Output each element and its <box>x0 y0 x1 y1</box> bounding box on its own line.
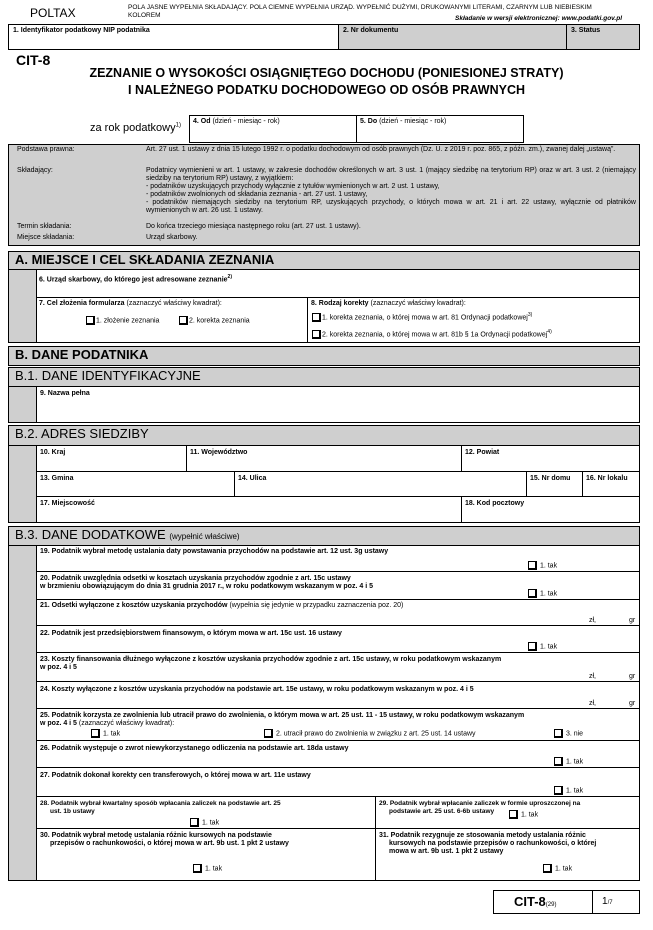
q20-row <box>36 571 640 600</box>
gr-unit: gr <box>629 700 636 707</box>
checkbox-icon[interactable] <box>264 729 273 738</box>
q19-yes-option[interactable]: 1. tak <box>528 561 557 570</box>
q21-amount-field[interactable] <box>36 599 640 626</box>
info-label-place: Miejsce składania: <box>17 234 75 241</box>
purpose-label: 7. Cel złożenia formularza (zaznaczyć właściwy kwadrat): <box>39 300 222 307</box>
q25-label-line2: w poz. 4 i 5 (zaznaczyć właściwy kwadrat): <box>40 720 175 727</box>
checkbox-icon[interactable] <box>179 316 188 325</box>
footer-page-number: 1/7 <box>602 896 613 907</box>
fill-instruction: POLA JASNE WYPEŁNIA SKŁADAJĄCY. POLA CIEMNE WYPEŁNIA URZĄD. WYPEŁNIĆ DUŻYMI, DRUKOWANYMI LITERAMI, CZARNYM LUB NIEBIESKIM KOLOREM <box>128 4 592 19</box>
checkbox-icon[interactable] <box>509 810 518 819</box>
voivodeship-field[interactable] <box>186 445 462 472</box>
q27-label: 27. Podatnik dokonał korekty cen transferowych, o której mowa w art. 11e ustawy <box>40 772 311 779</box>
q19-label: 19. Podatnik wybrał metodę ustalania daty powstawania przychodów na podstawie art. 12 ust. 3g ustawy <box>40 548 389 555</box>
q22-label: 22. Podatnik jest przedsiębiorstwem finansowym, o którym mowa w art. 15c ust. 16 ustawy <box>40 630 342 637</box>
municipality-label: 13. Gmina <box>40 475 74 482</box>
section-b1-header: B.1. DANE IDENTYFIKACYJNE <box>8 367 640 387</box>
legal-info-block <box>8 144 640 246</box>
postal-code-field[interactable] <box>461 496 640 523</box>
form-title-line2: I NALEŻNEGO PODATKU DOCHODOWEGO OD OSÓB PRAWNYCH <box>128 83 525 97</box>
q29-label-line1: 29. Podatnik wybrał wpłacanie zaliczek w formie uproszczonej na <box>379 800 581 807</box>
checkbox-icon[interactable] <box>543 864 552 873</box>
q20-label-line1: 20. Podatnik uwzględnia odsetki w kosztach uzyskania przychodów zgodnie z art. 15c ustawy <box>40 575 351 582</box>
nip-label: 1. Identyfikator podatkowy NIP podatnika <box>13 27 150 34</box>
section-b-header: B. DANE PODATNIKA <box>8 346 640 366</box>
q26-label: 26. Podatnik występuje o zwrot niewykorzystanego odliczenia na podstawie art. 18da ustawy <box>40 745 349 752</box>
q23-label-line2: w poz. 4 i 5 <box>40 664 77 671</box>
footer-form-box <box>493 890 640 914</box>
purpose-field <box>36 297 308 343</box>
apartment-number-label: 16. Nr lokalu <box>586 475 628 482</box>
q29-yes-option[interactable]: 1. tak <box>509 810 538 819</box>
country-label: 10. Kraj <box>40 449 66 456</box>
q25-row <box>36 708 640 741</box>
nip-field[interactable] <box>8 24 339 50</box>
q31-label-line1: 31. Podatnik rezygnuje ze stosowania metody ustalania różnic <box>379 832 586 839</box>
q25-option-lost[interactable]: 2. utracił prawo do zwolnienia w związku z art. 25 ust. 14 ustawy <box>264 729 476 738</box>
section-b2-header: B.2. ADRES SIEDZIBY <box>8 425 640 446</box>
q29-label-line2: podstawie art. 25 ust. 6-6b ustawy <box>389 808 495 815</box>
info-label-filer: Składający: <box>17 167 53 174</box>
purpose-option-filing[interactable]: 1. złożenie zeznania <box>86 316 159 325</box>
q28-label-line2: ust. 1b ustawy <box>50 808 95 815</box>
info-text-filer: Podatnicy wymienieni w art. 1 ustawy, w zakresie dochodów określonych w art. 3 ust. 1 (mający siedzibę na terytorium RP) oraz w art. 3 ust. 2 (niemający siedziby na terytorium RP) ustawy, z wyjątkiem: - podatników uzyskujących przychody wyłącznie z tytułów wymienionych w art. 2 ust. 1 ustawy, - podatników zwolnionych od składania zeznania - art. 27 ust. 1 ustawy, - podatników niemających siedziby na terytorium RP, uzyskujących przychody, o których mowa w art. 21 i art. 22 ustawy, wyłącznie od płatników wymienionych w art. 26 ust. 1 ustawy. <box>146 167 636 214</box>
correction-type-label: 8. Rodzaj korekty (zaznaczyć właściwy kwadrat): <box>311 300 466 307</box>
voivodeship-label: 11. Województwo <box>190 449 248 456</box>
q24-amount-field[interactable] <box>36 681 640 709</box>
q31-yes-option[interactable]: 1. tak <box>543 864 572 873</box>
electronic-filing-note: Składanie w wersji elektronicznej: www.podatki.gov.pl <box>455 15 622 22</box>
tax-office-field[interactable] <box>36 269 640 298</box>
period-to-label: 5. Do (dzień - miesiąc - rok) <box>360 118 447 125</box>
zl-unit: zł, <box>589 617 596 624</box>
document-number-field <box>338 24 567 50</box>
purpose-option-correction[interactable]: 2. korekta zeznania <box>179 316 250 325</box>
postal-code-label: 18. Kod pocztowy <box>465 500 525 507</box>
q31-label-line3: mowa w art. 9b ust. 1 pkt 2 ustawy <box>389 848 504 855</box>
q24-label: 24. Koszty wyłączone z kosztów uzyskania przychodów na podstawie art. 15e ustawy, w roku podatkowym wskazanym w poz. 4 i 5 <box>40 686 474 693</box>
q25-option-yes[interactable]: 1. tak <box>91 729 120 738</box>
country-field[interactable] <box>36 445 187 472</box>
checkbox-icon[interactable] <box>528 561 537 570</box>
document-number-label: 2. Nr dokumentu <box>343 27 399 34</box>
footer-divider <box>592 891 593 913</box>
info-label-basis: Podstawa prawna: <box>17 146 75 153</box>
period-from-field[interactable] <box>189 115 357 143</box>
q20-yes-option[interactable]: 1. tak <box>528 589 557 598</box>
street-label: 14. Ulica <box>238 475 267 482</box>
q25-option-no[interactable]: 3. nie <box>554 729 583 738</box>
full-name-field[interactable] <box>36 386 640 423</box>
checkbox-icon[interactable] <box>193 864 202 873</box>
q23-amount-field[interactable] <box>36 652 640 682</box>
q28-label-line1: 28. Podatnik wybrał kwartalny sposób wpłacania zaliczek na podstawie art. 25 <box>40 800 281 807</box>
checkbox-icon[interactable] <box>554 786 563 795</box>
q20-label-line2: w brzmieniu obowiązującym do dnia 31 grudnia 2017 r., w roku podatkowym wskazanym w poz. 4 i 5 <box>40 583 373 590</box>
checkbox-icon[interactable] <box>312 330 321 339</box>
section-a-header: A. MIEJSCE I CEL SKŁADANIA ZEZNANIA <box>8 251 640 270</box>
city-field[interactable] <box>36 496 462 523</box>
q27-row <box>36 767 640 797</box>
correction-type-field <box>307 297 640 343</box>
checkbox-icon[interactable] <box>528 589 537 598</box>
q23-label-line1: 23. Koszty finansowania dłużnego wyłączone z kosztów uzyskania przychodów zgodnie z art. 15c ustawy, w roku podatkowym wskazanym <box>40 656 502 663</box>
form-code: CIT-8 <box>16 52 51 68</box>
info-text-basis: Art. 27 ust. 1 ustawy z dnia 15 lutego 1992 r. o podatku dochodowym od osób prawnych (Dz. U. z 2019 r. poz. 865, z późn. zm.), zwanej dalej „ustawą”. <box>146 146 616 153</box>
q19-row <box>36 545 640 572</box>
checkbox-icon[interactable] <box>554 757 563 766</box>
checkbox-icon[interactable] <box>312 313 321 322</box>
county-field[interactable] <box>461 445 640 472</box>
q22-yes-option[interactable]: 1. tak <box>528 642 557 651</box>
q25-label-line1: 25. Podatnik korzysta ze zwolnienia lub utracił prawo do zwolnienia, o którym mowa w art. 25 ust. 11 - 15 ustawy, w roku podatkowym wskazanym <box>40 712 525 719</box>
q28-yes-option[interactable]: 1. tak <box>190 818 219 827</box>
full-name-label: 9. Nazwa pełna <box>40 390 90 397</box>
zl-unit: zł, <box>589 673 596 680</box>
tax-office-label: 6. Urząd skarbowy, do którego jest adresowane zeznanie$^{2)}$ <box>39 274 232 284</box>
checkbox-icon[interactable] <box>528 642 537 651</box>
footer-form-code: CIT-8(29) <box>514 894 557 909</box>
house-number-field[interactable] <box>526 471 583 497</box>
gr-unit: gr <box>629 673 636 680</box>
period-from-label: 4. Od (dzień - miesiąc - rok) <box>193 118 280 125</box>
q30-yes-option[interactable]: 1. tak <box>193 864 222 873</box>
info-text-deadline: Do końca trzeciego miesiąca następnego roku (art. 27 ust. 1 ustawy). <box>146 223 361 230</box>
q22-row <box>36 625 640 653</box>
street-field[interactable] <box>234 471 527 497</box>
checkbox-icon[interactable] <box>190 818 199 827</box>
checkbox-icon[interactable] <box>91 729 100 738</box>
form-title-line1: ZEZNANIE O WYSOKOŚCI OSIĄGNIĘTEGO DOCHODU (PONIESIONEJ STRATY) <box>89 66 564 80</box>
q30-row <box>36 828 376 881</box>
status-label: 3. Status <box>571 27 601 34</box>
zl-unit: zł, <box>589 700 596 707</box>
q30-label-line2: przepisów o rachunkowości, o której mowa w art. 9b ust. 1 pkt 2 ustawy <box>50 840 289 847</box>
q30-label-line1: 30. Podatnik wybrał metodę ustalania różnic kursowych na podstawie <box>40 832 272 839</box>
info-label-deadline: Termin składania: <box>17 223 72 230</box>
section-b3-header: B.3. DANE DODATKOWE (wypełnić właściwe) <box>8 526 640 546</box>
city-label: 17. Miejscowość <box>40 500 95 507</box>
house-number-label: 15. Nr domu <box>530 475 571 482</box>
q26-row <box>36 740 640 768</box>
municipality-field[interactable] <box>36 471 235 497</box>
q27-yes-option[interactable]: 1. tak <box>554 786 583 795</box>
checkbox-icon[interactable] <box>86 316 95 325</box>
q29-row <box>375 796 640 829</box>
county-label: 12. Powiat <box>465 449 500 456</box>
correction-option-art81b[interactable]: 2. korekta zeznania, o której mowa w art. 81b § 1a Ordynacji podatkowej$^{4)}$ <box>312 328 552 339</box>
q21-label: 21. Odsetki wyłączone z kosztów uzyskania przychodów (wypełnia się jedynie w przypadku zaznaczenia poz. 20) <box>40 602 404 609</box>
correction-option-art81[interactable]: 1. korekta zeznania, o której mowa w art. 81 Ordynacji podatkowej$^{3)}$ <box>312 311 532 322</box>
info-text-place: Urząd skarbowy. <box>146 234 198 241</box>
apartment-number-field[interactable] <box>582 471 640 497</box>
q26-yes-option[interactable]: 1. tak <box>554 757 583 766</box>
q31-row <box>375 828 640 881</box>
tax-year-label: za rok podatkowy$^{1)}$ <box>90 122 181 134</box>
gr-unit: gr <box>629 617 636 624</box>
period-to-field[interactable] <box>356 115 524 143</box>
q28-row <box>36 796 376 829</box>
status-field <box>566 24 640 50</box>
poltax-label: POLTAX <box>30 6 76 20</box>
q31-label-line2: kursowych na podstawie przepisów o rachunkowości, o której <box>389 840 597 847</box>
checkbox-icon[interactable] <box>554 729 563 738</box>
